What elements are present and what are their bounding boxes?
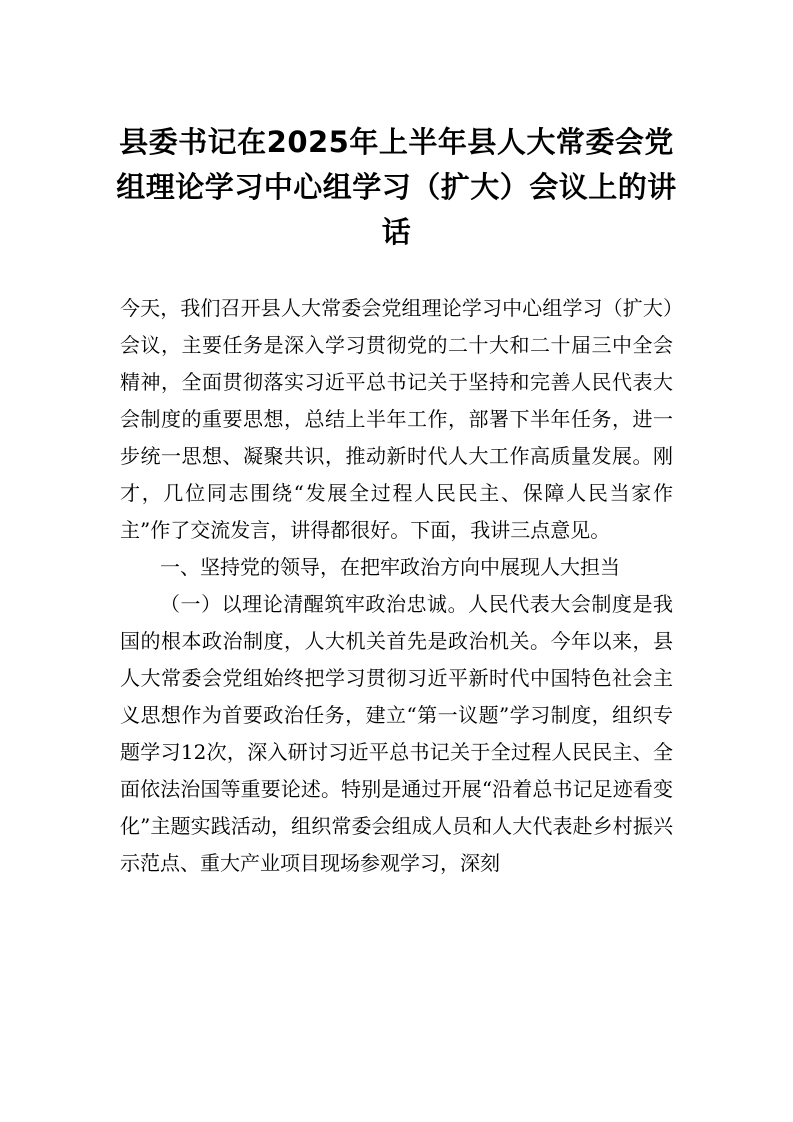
document-title: 县委书记在2025年上半年县人大常委会党组理论学习中心组学习（扩大）会议上的讲话 — [116, 125, 677, 249]
subsection-paragraph-1: （一）以理论清醒筑牢政治忠诚。人民代表大会制度是我国的根本政治制度，人大机关首先是政治机关。今年以来，县人大常委会党组始终把学习贯彻习近平新时代中国特色社会主义思想作为首要政治任务，建立“第一议题”学习制度，组织专题学习12次，深入研讨习近平总书记关于全过程人民民主、全面依法治国等重要论述。特别是通过开展“沿着总书记足迹看变化”主题实践活动，组织常委会组成人员和人大代表赴乡村振兴示范点、重大产业项目现场参观学习，深刻 — [120, 592, 673, 875]
opening-paragraph: 今天，我们召开县人大常委会党组理论学习中心组学习（扩大）会议，主要任务是深入学习贯彻党的二十大和二十届三中全会精神，全面贯彻落实习近平总书记关于坚持和完善人民代表大会制度的重要思想，总结上半年工作，部署下半年任务，进一步统一思想、凝聚共识，推动新时代人大工作高质量发展。刚才，几位同志围绕“发展全过程人民民主、保障人民当家作主”作了交流发言，讲得都很好。下面，我讲三点意见。 — [120, 296, 673, 542]
section-heading-1: 一、坚持党的领导，在把牢政治方向中展现人大担当 — [160, 555, 620, 579]
document-body — [120, 290, 673, 882]
